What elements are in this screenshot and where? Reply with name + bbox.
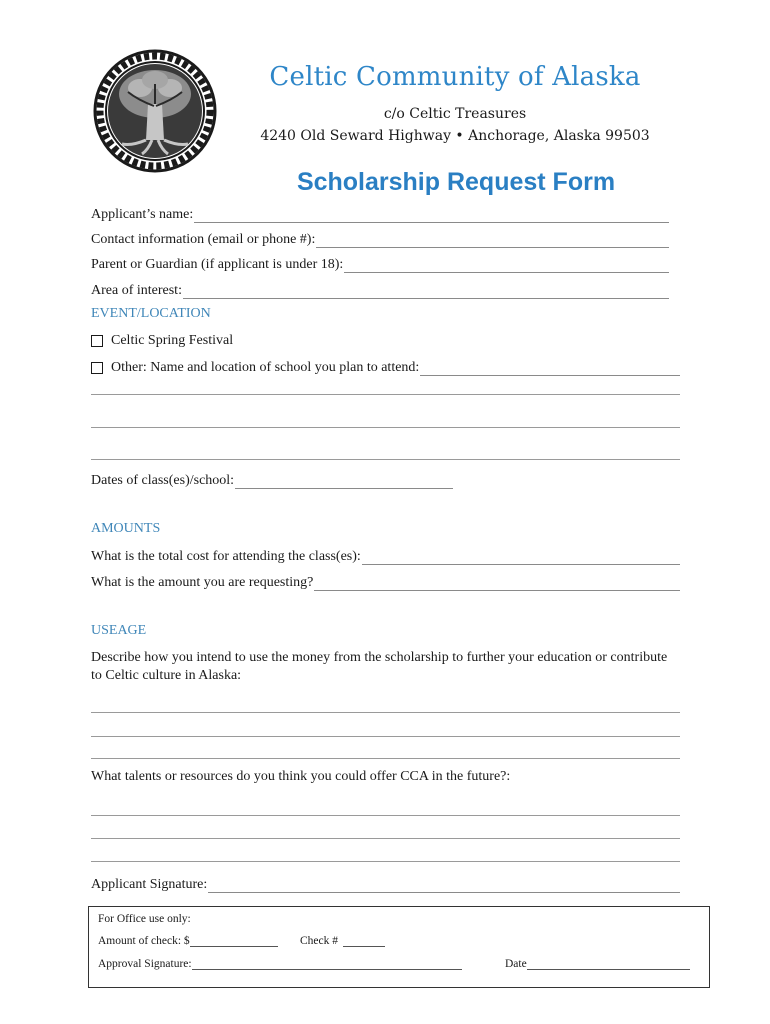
talents-question: What talents or resources do you think you could offer CCA in the future?: bbox=[91, 769, 511, 784]
total-cost-field[interactable] bbox=[91, 545, 680, 565]
school-blank-line-1[interactable] bbox=[91, 394, 680, 395]
office-use-box bbox=[88, 906, 710, 988]
area-of-interest-field[interactable] bbox=[91, 279, 669, 299]
contact-info-line[interactable] bbox=[316, 233, 669, 248]
school-blank-line-2[interactable] bbox=[91, 427, 680, 428]
applicant-signature-field[interactable] bbox=[91, 873, 680, 893]
talents-blank-line-1[interactable] bbox=[91, 815, 680, 816]
amounts-heading: AMOUNTS bbox=[91, 521, 161, 536]
parent-guardian-field[interactable] bbox=[91, 253, 669, 273]
applicant-signature-label: Applicant Signature: bbox=[91, 877, 208, 892]
usage-blank-line-2[interactable] bbox=[91, 736, 680, 737]
amount-check-field[interactable] bbox=[98, 935, 278, 947]
check-number-line[interactable] bbox=[343, 935, 385, 947]
date-line[interactable] bbox=[527, 958, 690, 970]
applicant-name-field[interactable] bbox=[91, 203, 669, 223]
other-checkbox[interactable] bbox=[91, 362, 103, 374]
area-of-interest-line[interactable] bbox=[183, 284, 669, 299]
address-line-2: 4240 Old Seward Highway • Anchorage, Alaska 99503 bbox=[260, 128, 650, 144]
approval-signature-field[interactable] bbox=[98, 958, 462, 970]
celtic-tree-of-life-icon bbox=[92, 48, 218, 174]
talents-blank-line-3[interactable] bbox=[91, 861, 680, 862]
parent-guardian-line[interactable] bbox=[344, 258, 669, 273]
contact-info-field[interactable] bbox=[91, 228, 669, 248]
talents-blank-line-2[interactable] bbox=[91, 838, 680, 839]
usage-heading: USEAGE bbox=[91, 623, 147, 638]
amount-check-label: Amount of check: $ bbox=[98, 935, 190, 947]
festival-checkbox[interactable] bbox=[91, 335, 103, 347]
area-of-interest-label: Area of interest: bbox=[91, 283, 182, 298]
total-cost-line[interactable] bbox=[362, 550, 680, 565]
usage-blank-line-1[interactable] bbox=[91, 712, 680, 713]
usage-description: Describe how you intend to use the money from the scholarship to further your education or contribute to Celtic culture in Alaska: bbox=[91, 650, 668, 683]
date-field[interactable] bbox=[505, 958, 690, 970]
event-location-heading: EVENT/LOCATION bbox=[91, 306, 211, 321]
other-school-line[interactable] bbox=[420, 361, 680, 376]
address-line-1: c/o Celtic Treasures bbox=[383, 106, 527, 122]
applicant-name-label: Applicant’s name: bbox=[91, 207, 194, 222]
amount-requested-field[interactable] bbox=[91, 571, 680, 591]
other-option-label: Other: Name and location of school you plan to attend: bbox=[111, 360, 420, 375]
check-number-label: Check # bbox=[300, 935, 339, 947]
festival-option-label: Celtic Spring Festival bbox=[111, 333, 234, 348]
applicant-signature-line[interactable] bbox=[208, 878, 680, 893]
approval-signature-line[interactable] bbox=[192, 958, 462, 970]
form-title: Scholarship Request Form bbox=[296, 168, 616, 196]
dates-line[interactable] bbox=[235, 474, 453, 489]
amount-check-line[interactable] bbox=[190, 935, 278, 947]
other-option[interactable] bbox=[91, 356, 680, 376]
office-use-title: For Office use only: bbox=[98, 913, 191, 925]
usage-blank-line-3[interactable] bbox=[91, 758, 680, 759]
festival-option[interactable] bbox=[91, 333, 233, 349]
dates-label: Dates of class(es)/school: bbox=[91, 473, 235, 488]
approval-signature-label: Approval Signature: bbox=[98, 958, 192, 970]
total-cost-label: What is the total cost for attending the class(es): bbox=[91, 549, 361, 564]
contact-info-label: Contact information (email or phone #): bbox=[91, 232, 316, 247]
school-blank-line-3[interactable] bbox=[91, 459, 680, 460]
org-name: Celtic Community of Alaska bbox=[269, 62, 641, 92]
amount-requested-line[interactable] bbox=[314, 576, 680, 591]
parent-guardian-label: Parent or Guardian (if applicant is under 18): bbox=[91, 257, 344, 272]
date-label: Date bbox=[505, 958, 527, 970]
amount-requested-label: What is the amount you are requesting? bbox=[91, 575, 314, 590]
applicant-name-line[interactable] bbox=[194, 208, 669, 223]
check-number-field[interactable] bbox=[300, 935, 385, 947]
dates-field[interactable] bbox=[91, 469, 453, 489]
